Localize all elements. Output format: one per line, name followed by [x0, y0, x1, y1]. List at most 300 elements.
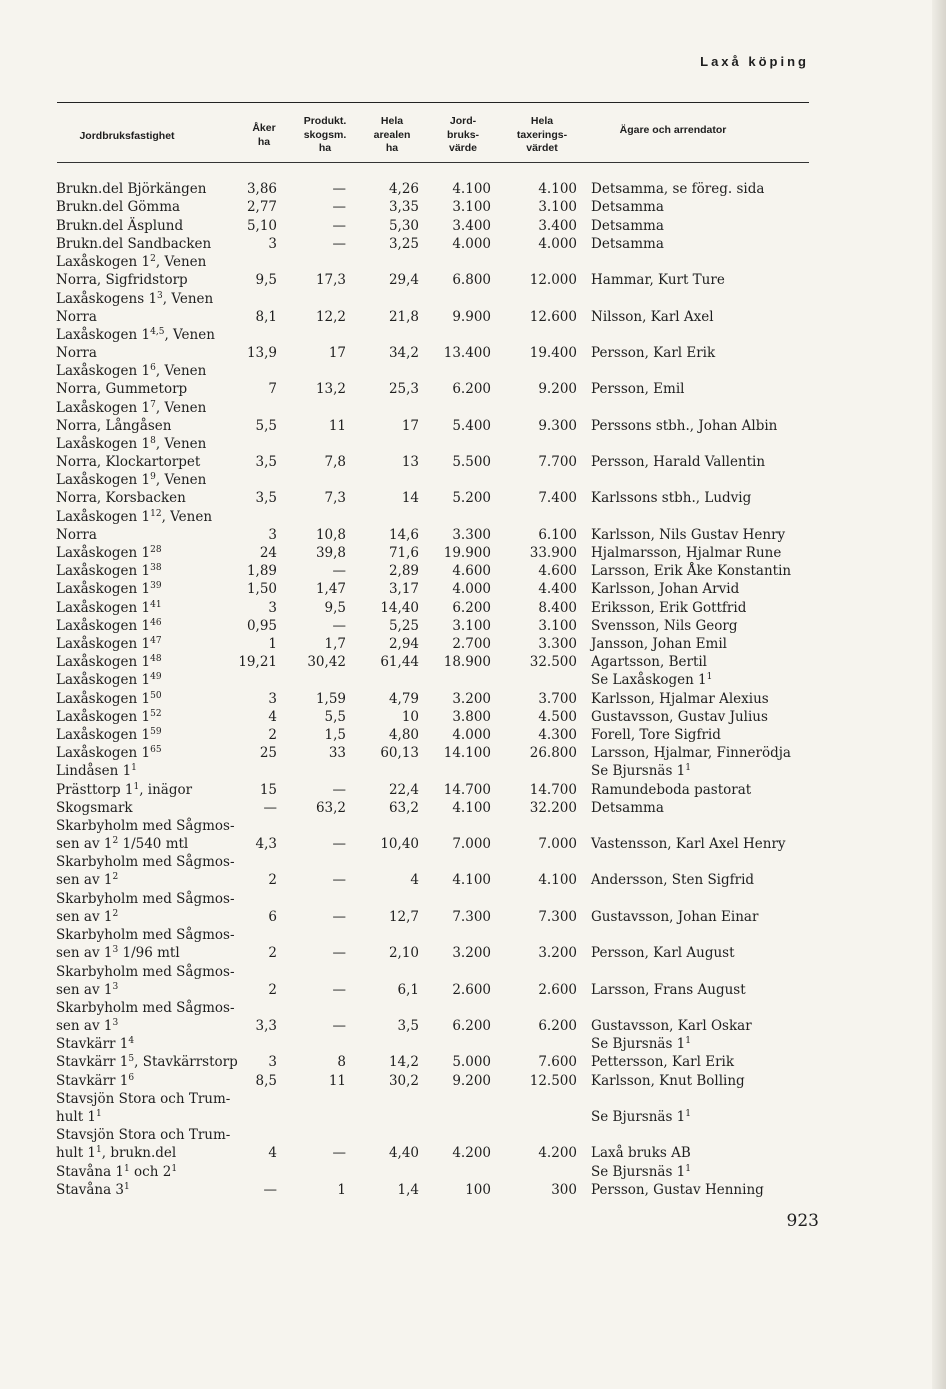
farm-value-cell: 4.100	[452, 181, 491, 198]
owner-cell: Persson, Gustav Henning	[591, 1181, 764, 1198]
aker-cell: 25	[259, 745, 277, 762]
owner-cell: Svensson, Nils Georg	[591, 617, 738, 634]
farm-value-cell: 6.200	[452, 599, 491, 616]
assessed-value-cell: 26.800	[529, 745, 577, 762]
total-area-cell: 3,5	[397, 1018, 419, 1035]
owner-cell: Forell, Tore Sigfrid	[591, 726, 721, 743]
property-cell: Laxåskogen $1^{65}$	[56, 745, 162, 762]
productive-forest-cell: 17,3	[315, 272, 346, 289]
assessed-value-cell: 7.700	[538, 454, 577, 471]
farm-value-cell: 9.900	[452, 308, 491, 325]
assessed-value-cell: 4.100	[538, 181, 577, 198]
aker-cell: 7	[268, 381, 277, 398]
assessed-value-cell: 12.000	[529, 272, 577, 289]
table-row	[0, 817, 946, 853]
owner-cell: Persson, Emil	[591, 381, 685, 398]
property-cell: Stavsjön Stora och Trum- hult $1^1$	[56, 1090, 231, 1125]
total-area-cell: 21,8	[388, 308, 419, 325]
aker-cell: 8,5	[255, 1072, 277, 1089]
farm-value-cell: 14.700	[443, 781, 491, 798]
owner-cell: Se Bjursnäs $1^1$	[591, 1108, 691, 1125]
productive-forest-cell: 11	[328, 1072, 346, 1089]
farm-value-cell: 9.200	[452, 1072, 491, 1089]
property-cell: Laxåskogen $1^6$, Venen Norra, Gummetorp	[56, 363, 207, 398]
owner-cell: Se Bjursnäs $1^1$	[591, 1036, 691, 1053]
owner-cell: Persson, Harald Vallentin	[591, 454, 766, 471]
total-area-cell: 12,7	[388, 908, 419, 925]
productive-forest-cell: —	[332, 1145, 346, 1162]
total-area-cell: 4,80	[388, 726, 419, 743]
owner-cell: Karlsson, Johan Arvid	[591, 581, 740, 598]
assessed-value-cell: 3.100	[538, 199, 577, 216]
property-cell: Laxåskogen $1^{59}$	[56, 726, 162, 743]
aker-cell: 19,21	[238, 654, 277, 671]
productive-forest-cell: 39,8	[315, 545, 346, 562]
productive-forest-cell: 12,2	[315, 308, 346, 325]
farm-value-cell: 19.900	[443, 545, 491, 562]
assessed-value-cell: 9.300	[538, 417, 577, 434]
productive-forest-cell: —	[332, 1018, 346, 1035]
property-cell: Prästtorp $1^1$, inägor	[56, 781, 193, 798]
productive-forest-cell: —	[332, 908, 346, 925]
assessed-value-cell: 3.300	[538, 636, 577, 652]
productive-forest-cell: 1,59	[315, 690, 346, 707]
productive-forest-cell: —	[332, 945, 346, 962]
productive-forest-cell: 10,8	[315, 526, 346, 543]
total-area-cell: 5,25	[388, 617, 419, 634]
header-top-rule	[57, 102, 809, 103]
owner-cell: Laxå bruks AB	[591, 1145, 691, 1162]
total-area-cell: 3,17	[388, 581, 419, 598]
farm-value-cell: 2.700	[452, 636, 491, 652]
farm-value-cell: 7.300	[452, 908, 491, 925]
productive-forest-cell: 1	[337, 1181, 346, 1198]
property-cell: Laxåskogens $1^3$, Venen Norra	[56, 290, 214, 325]
farm-value-cell: 5.200	[452, 490, 491, 507]
table-row	[0, 799, 946, 817]
aker-cell: 15	[259, 781, 277, 798]
total-area-cell: 29,4	[388, 272, 419, 289]
table-row	[0, 999, 946, 1035]
table-row	[0, 253, 946, 289]
property-cell: Stavkärr $1^5$, Stavkärrstorp	[56, 1054, 238, 1071]
aker-cell: 3,86	[246, 181, 277, 198]
farm-value-cell: 13.400	[443, 344, 491, 361]
productive-forest-cell: 7,8	[324, 454, 346, 471]
table-row	[0, 708, 946, 726]
productive-forest-cell: 13,2	[315, 381, 346, 398]
aker-cell: 1,50	[246, 581, 277, 598]
header-bottom-rule	[57, 162, 809, 163]
property-cell: Brukn.del Björkängen	[56, 181, 207, 198]
table-row	[0, 689, 946, 707]
property-cell: Laxåskogen $1^{46}$	[56, 617, 162, 634]
owner-cell: Eriksson, Erik Gottfrid	[591, 599, 747, 616]
property-cell: Laxåskogen $1^{49}$	[56, 672, 162, 689]
table-row	[0, 1181, 946, 1199]
total-area-cell: 4,26	[388, 181, 419, 198]
owner-cell: Nilsson, Karl Axel	[591, 308, 714, 325]
assessed-value-cell: 12.500	[529, 1072, 577, 1089]
table-row	[0, 889, 946, 925]
productive-forest-cell: 9,5	[324, 599, 346, 616]
table-row	[0, 780, 946, 798]
table-row	[0, 617, 946, 635]
owner-cell: Se Laxåskogen $1^1$	[591, 672, 713, 689]
farm-value-cell: 4.000	[452, 235, 491, 252]
property-cell: Stavåna $3^1$	[56, 1181, 130, 1198]
aker-cell: 2,77	[246, 199, 277, 216]
aker-cell: 5,10	[246, 217, 277, 234]
farm-value-cell: 4.200	[452, 1145, 491, 1162]
farm-value-cell: 3.200	[452, 690, 491, 707]
aker-cell: —	[263, 1181, 277, 1198]
owner-cell: Perssons stbh., Johan Albin	[591, 417, 778, 434]
assessed-value-cell: 4.100	[538, 872, 577, 889]
assessed-value-cell: 32.500	[529, 654, 577, 671]
productive-forest-cell: —	[332, 781, 346, 798]
table-row	[0, 598, 946, 616]
farm-value-cell: 3.100	[452, 617, 491, 634]
owner-cell: Karlsson, Hjalmar Alexius	[591, 690, 769, 707]
total-area-cell: 71,6	[388, 545, 419, 562]
total-area-cell: 22,4	[388, 781, 419, 798]
aker-cell: 8,1	[255, 308, 277, 325]
assessed-value-cell: 7.400	[538, 490, 577, 507]
owner-cell: Hammar, Kurt Ture	[591, 272, 725, 289]
aker-cell: 3	[268, 235, 277, 252]
assessed-value-cell: 8.400	[538, 599, 577, 616]
table-row	[0, 1035, 946, 1053]
owner-cell: Agartsson, Bertil	[591, 654, 708, 671]
farm-value-cell: 5.500	[452, 454, 491, 471]
farm-value-cell: 4.000	[452, 726, 491, 743]
assessed-value-cell: 9.200	[538, 381, 577, 398]
property-cell: Laxåskogen $1^{50}$	[56, 690, 162, 707]
owner-cell: Vastensson, Karl Axel Henry	[591, 836, 786, 853]
productive-forest-cell: —	[332, 836, 346, 853]
table-row	[0, 580, 946, 598]
owner-cell: Se Bjursnäs $1^1$	[591, 763, 691, 780]
property-cell: Laxåskogen $1^{39}$	[56, 581, 162, 598]
page-number: 923	[786, 1211, 819, 1231]
table-row	[0, 289, 946, 325]
property-cell: Stavkärr $1^4$	[56, 1036, 135, 1053]
owner-cell: Hjalmarsson, Hjalmar Rune	[591, 545, 782, 562]
total-area-cell: 3,35	[388, 199, 419, 216]
farm-value-cell: 3.200	[452, 945, 491, 962]
property-cell: Skarbyholm med Sågmos- sen av $1^3$	[56, 963, 235, 998]
assessed-value-cell: 4.500	[538, 708, 577, 725]
assessed-value-cell: 4.200	[538, 1145, 577, 1162]
table-row	[0, 326, 946, 362]
farm-value-cell: 14.100	[443, 745, 491, 762]
header-hela: Hela arealen ha	[373, 115, 411, 154]
assessed-value-cell: 2.600	[538, 981, 577, 998]
owner-cell: Se Bjursnäs $1^1$	[591, 1163, 691, 1180]
owner-cell: Detsamma, se föreg. sida	[591, 181, 765, 198]
productive-forest-cell: —	[332, 199, 346, 216]
total-area-cell: 2,10	[388, 945, 419, 962]
farm-value-cell: 7.000	[452, 836, 491, 853]
assessed-value-cell: 3.400	[538, 217, 577, 234]
aker-cell: 13,9	[246, 344, 277, 361]
assessed-value-cell: 3.100	[538, 617, 577, 634]
farm-value-cell: 100	[465, 1181, 491, 1198]
assessed-value-cell: 7.000	[538, 836, 577, 853]
owner-cell: Andersson, Sten Sigfrid	[591, 872, 755, 889]
owner-cell: Karlssons stbh., Ludvig	[591, 490, 752, 507]
table-row	[0, 1162, 946, 1180]
farm-value-cell: 5.400	[452, 417, 491, 434]
header-aker: Åker ha	[252, 122, 276, 148]
farm-value-cell: 18.900	[443, 654, 491, 671]
total-area-cell: 2,89	[388, 563, 419, 580]
owner-cell: Larsson, Hjalmar, Finnerödja	[591, 745, 791, 762]
property-cell: Skarbyholm med Sågmos- sen av $1^3$	[56, 1000, 235, 1035]
productive-forest-cell: 33	[328, 745, 346, 762]
property-cell: Brukn.del Sandbacken	[56, 235, 212, 252]
total-area-cell: 1,4	[397, 1181, 419, 1198]
productive-forest-cell: 17	[328, 344, 346, 361]
assessed-value-cell: 4.400	[538, 581, 577, 598]
table-row	[0, 398, 946, 434]
table-row	[0, 216, 946, 234]
property-cell: Laxåskogen $1^{38}$	[56, 563, 162, 580]
aker-cell: 24	[259, 545, 277, 562]
property-cell: Skarbyholm med Sågmos- sen av $1^3$ 1/96 mtl	[56, 927, 235, 962]
farm-value-cell: 3.800	[452, 708, 491, 725]
farm-value-cell: 6.200	[452, 1018, 491, 1035]
aker-cell: 0,95	[246, 617, 277, 634]
productive-forest-cell: 7,3	[324, 490, 346, 507]
owner-cell: Detsamma	[591, 799, 664, 816]
owner-cell: Gustavsson, Johan Einar	[591, 908, 759, 925]
aker-cell: —	[263, 799, 277, 816]
farm-value-cell: 2.600	[452, 981, 491, 998]
productive-forest-cell: 11	[328, 417, 346, 434]
assessed-value-cell: 4.600	[538, 563, 577, 580]
assessed-value-cell: 19.400	[529, 344, 577, 361]
productive-forest-cell: —	[332, 981, 346, 998]
total-area-cell: 6,1	[397, 981, 419, 998]
total-area-cell: 4,79	[388, 690, 419, 707]
owner-cell: Detsamma	[591, 217, 664, 234]
assessed-value-cell: 14.700	[529, 781, 577, 798]
productive-forest-cell: —	[332, 217, 346, 234]
total-area-cell: 4,40	[388, 1145, 419, 1162]
property-cell: Laxåskogen $1^{52}$	[56, 708, 162, 725]
aker-cell: 3,5	[255, 454, 277, 471]
aker-cell: 3,3	[255, 1018, 277, 1035]
farm-value-cell: 4.100	[452, 872, 491, 889]
property-cell: Brukn.del Äsplund	[56, 217, 184, 234]
aker-cell: 1	[268, 636, 277, 652]
total-area-cell: 5,30	[388, 217, 419, 234]
property-cell: Laxåskogen $1^2$, Venen Norra, Sigfridstorp	[56, 254, 207, 289]
total-area-cell: 14,40	[380, 599, 419, 616]
owner-cell: Detsamma	[591, 235, 664, 252]
total-area-cell: 60,13	[380, 745, 419, 762]
aker-cell: 4	[268, 1145, 277, 1162]
productive-forest-cell: —	[332, 617, 346, 634]
farm-value-cell: 6.200	[452, 381, 491, 398]
property-cell: Skarbyholm med Sågmos- sen av $1^2$	[56, 890, 235, 925]
productive-forest-cell: 63,2	[315, 799, 346, 816]
total-area-cell: 13	[401, 454, 419, 471]
farm-value-cell: 4.100	[452, 799, 491, 816]
owner-cell: Pettersson, Karl Erik	[591, 1054, 735, 1071]
total-area-cell: 14,2	[388, 1054, 419, 1071]
header-prod: Produkt. skogsm. ha	[303, 115, 347, 154]
owner-cell: Larsson, Erik Åke Konstantin	[591, 563, 792, 580]
productive-forest-cell: —	[332, 872, 346, 889]
assessed-value-cell: 300	[551, 1181, 577, 1198]
header-tax: Hela taxerings- värdet	[516, 115, 568, 154]
farm-value-cell: 3.300	[452, 526, 491, 543]
assessed-value-cell: 6.200	[538, 1018, 577, 1035]
aker-cell: 3,5	[255, 490, 277, 507]
total-area-cell: 14	[401, 490, 419, 507]
productive-forest-cell: 8	[337, 1054, 346, 1071]
owner-cell: Detsamma	[591, 199, 664, 216]
owner-cell: Larsson, Frans August	[591, 981, 746, 998]
productive-forest-cell: 1,5	[324, 726, 346, 743]
assessed-value-cell: 33.900	[529, 545, 577, 562]
table-row	[0, 1053, 946, 1071]
assessed-value-cell: 3.200	[538, 945, 577, 962]
aker-cell: 3	[268, 599, 277, 616]
table-row	[0, 435, 946, 471]
assessed-value-cell: 7.600	[538, 1054, 577, 1071]
owner-cell: Karlsson, Nils Gustav Henry	[591, 526, 786, 543]
productive-forest-cell: —	[332, 181, 346, 198]
assessed-value-cell: 12.600	[529, 308, 577, 325]
owner-cell: Ramundeboda pastorat	[591, 781, 752, 798]
assessed-value-cell: 32.200	[529, 799, 577, 816]
property-cell: Laxåskogen $1^{12}$, Venen Norra	[56, 508, 213, 543]
aker-cell: 2	[268, 872, 277, 889]
table-row	[0, 762, 946, 780]
aker-cell: 4	[268, 708, 277, 725]
property-cell: Skogsmark	[56, 799, 133, 816]
property-cell: Laxåskogen $1^{47}$	[56, 636, 162, 652]
table-row	[0, 235, 946, 253]
table-row	[0, 962, 946, 998]
assessed-value-cell: 4.300	[538, 726, 577, 743]
table-row	[0, 507, 946, 543]
header-owner: Ägare och arrendator	[619, 124, 727, 136]
header-jord: Jord- bruks- värde	[446, 115, 480, 154]
total-area-cell: 17	[401, 417, 419, 434]
table-row	[0, 1126, 946, 1162]
property-cell: Lindåsen $1^1$	[56, 763, 137, 780]
assessed-value-cell: 7.300	[538, 908, 577, 925]
running-head: Laxå köping	[700, 54, 809, 69]
property-cell: Brukn.del Gömma	[56, 199, 181, 216]
total-area-cell: 61,44	[380, 654, 419, 671]
table-row	[0, 853, 946, 889]
aker-cell: 4,3	[255, 836, 277, 853]
owner-cell: Karlsson, Knut Bolling	[591, 1072, 745, 1089]
owner-cell: Jansson, Johan Emil	[591, 636, 727, 652]
header-property: Jordbruksfastighet	[79, 130, 175, 142]
table-row	[0, 653, 946, 671]
property-cell: Laxåskogen $1^{28}$	[56, 545, 162, 562]
productive-forest-cell: —	[332, 235, 346, 252]
total-area-cell: 63,2	[388, 799, 419, 816]
property-cell: Skarbyholm med Sågmos- sen av $1^2$	[56, 854, 235, 889]
total-area-cell: 25,3	[388, 381, 419, 398]
aker-cell: 2	[268, 726, 277, 743]
property-cell: Stavkärr $1^6$	[56, 1072, 135, 1089]
farm-value-cell: 3.400	[452, 217, 491, 234]
assessed-value-cell: 4.000	[538, 235, 577, 252]
aker-cell: 2	[268, 945, 277, 962]
total-area-cell: 34,2	[388, 344, 419, 361]
property-cell: Stavåna $1^1$ och $2^1$	[56, 1163, 178, 1180]
owner-cell: Gustavsson, Karl Oskar	[591, 1018, 752, 1035]
owner-cell: Persson, Karl August	[591, 945, 735, 962]
total-area-cell: 10,40	[380, 836, 419, 853]
table-row	[0, 1090, 946, 1126]
productive-forest-cell: 30,42	[307, 654, 346, 671]
table-row	[0, 562, 946, 580]
total-area-cell: 4	[410, 872, 419, 889]
total-area-cell: 2,94	[388, 636, 419, 652]
farm-value-cell: 4.000	[452, 581, 491, 598]
productive-forest-cell: 5,5	[324, 708, 346, 725]
table-row	[0, 544, 946, 562]
property-cell: Laxåskogen 1$^{4,5}$, Venen Norra	[56, 326, 215, 361]
aker-cell: 3	[268, 526, 277, 543]
property-cell: Laxåskogen $1^{41}$	[56, 599, 162, 616]
aker-cell: 2	[268, 981, 277, 998]
total-area-cell: 10	[401, 708, 419, 725]
property-cell: Skarbyholm med Sågmos- sen av $1^2$ 1/540 mtl	[56, 818, 235, 853]
total-area-cell: 3,25	[388, 235, 419, 252]
table-row	[0, 726, 946, 744]
aker-cell: 3	[268, 690, 277, 707]
farm-value-cell: 6.800	[452, 272, 491, 289]
aker-cell: 9,5	[255, 272, 277, 289]
table-row	[0, 180, 946, 198]
table-row	[0, 635, 946, 653]
productive-forest-cell: —	[332, 563, 346, 580]
farm-value-cell: 5.000	[452, 1054, 491, 1071]
productive-forest-cell: 1,47	[315, 581, 346, 598]
property-table	[0, 180, 946, 1199]
farm-value-cell: 4.600	[452, 563, 491, 580]
table-row	[0, 1071, 946, 1089]
assessed-value-cell: 3.700	[538, 690, 577, 707]
table-row	[0, 744, 946, 762]
table-row	[0, 362, 946, 398]
productive-forest-cell: 1,7	[324, 636, 346, 652]
aker-cell: 6	[268, 908, 277, 925]
aker-cell: 5,5	[255, 417, 277, 434]
table-row	[0, 198, 946, 216]
table-row	[0, 671, 946, 689]
table-row	[0, 471, 946, 507]
assessed-value-cell: 6.100	[538, 526, 577, 543]
owner-cell: Persson, Karl Erik	[591, 344, 716, 361]
total-area-cell: 30,2	[388, 1072, 419, 1089]
farm-value-cell: 3.100	[452, 199, 491, 216]
table-row	[0, 926, 946, 962]
total-area-cell: 14,6	[388, 526, 419, 543]
aker-cell: 3	[268, 1054, 277, 1071]
